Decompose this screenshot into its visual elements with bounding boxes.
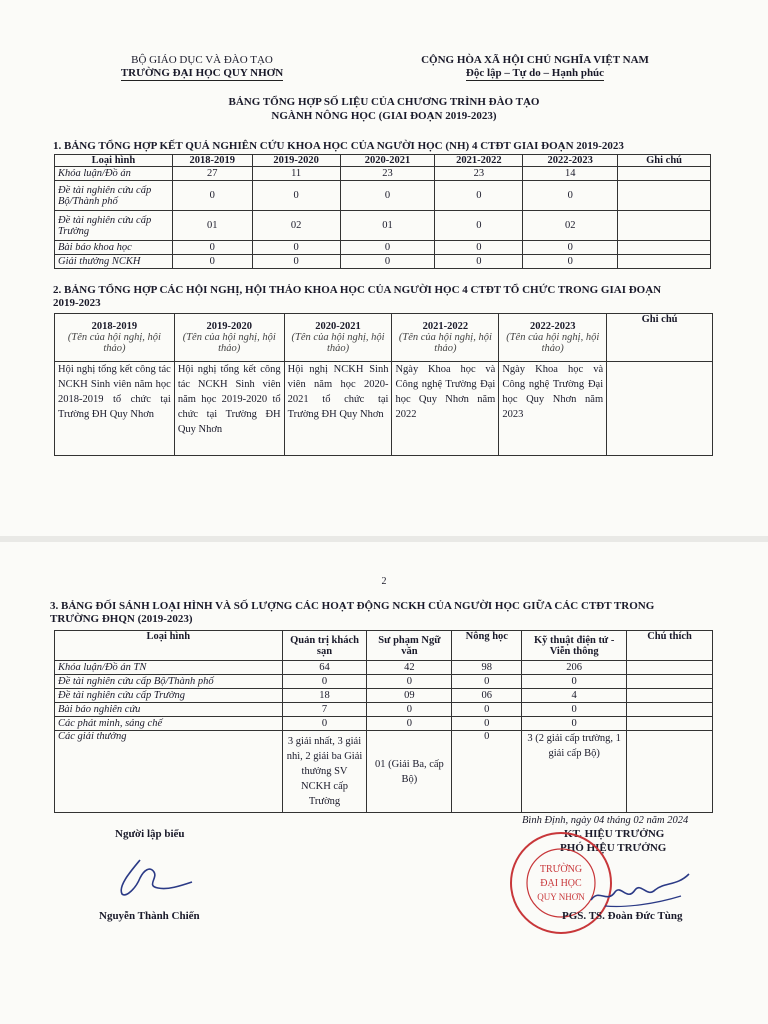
- header-left: [112, 54, 292, 81]
- preparer-title: Người lập biểu: [115, 828, 185, 840]
- col-header: 2022-2023: [523, 155, 618, 167]
- col-header: Sư phạm Ngữ văn: [367, 631, 452, 661]
- table-row: Đề tài nghiên cứu cấp Trường 18 09 06 4: [55, 689, 713, 703]
- col-header: 2019-2020: [252, 155, 340, 167]
- approver-title-2: PHÓ HIỆU TRƯỞNG: [560, 842, 667, 854]
- table-header-row: [55, 155, 711, 167]
- table-row: Khóa luận/Đồ án TN 64 42 98 206: [55, 661, 713, 675]
- col-header: Ghi chú: [607, 314, 713, 362]
- seal-line-1: TRƯỜNG: [539, 864, 583, 875]
- table-row: Giải thưởng NCKH 0 0 0 0 0: [55, 255, 711, 269]
- col-header: Loại hình: [55, 155, 173, 167]
- col-header: Ghi chú: [618, 155, 711, 167]
- section1-title: 1. BẢNG TỔNG HỢP KẾT QUẢ NGHIÊN CỨU KHOA HỌC CỦA NGƯỜI HỌC (NH) 4 CTĐT GIAI ĐOẠN 2019-2023: [53, 140, 624, 152]
- table-row: Bài báo nghiên cứu 7 0 0 0: [55, 703, 713, 717]
- table-row: Đề tài nghiên cứu cấp Bộ/Thành phố 0 0 0 0: [55, 675, 713, 689]
- header-right: [410, 54, 660, 81]
- table-row: Các giải thưởng 3 giải nhất, 3 giải nhì, 2 giải ba Giải thưởng SV NCKH cấp Trường 01 (Giải Ba, cấp Bộ) 0 3 (2 giải cấp trường, 1 giải cấp Bộ): [55, 731, 713, 813]
- document-title-line2: NGÀNH NÔNG HỌC (GIAI ĐOẠN 2019-2023): [271, 110, 497, 122]
- conference-cell: Hội nghị tổng kết công tác NCKH Sinh viên năm học 2018-2019 tổ chức tại Trường ĐH Quy Nhơn: [55, 362, 175, 456]
- page-number: 2: [381, 576, 387, 587]
- col-header: Chú thích: [627, 631, 713, 661]
- conference-cell: Ngày Khoa học và Công nghệ Trường Đại học Quy Nhơn năm 2022: [392, 362, 499, 456]
- col-header: 2021-2022: [422, 321, 469, 332]
- col-header: 2021-2022: [435, 155, 523, 167]
- approver-name: PGS. TS. Đoàn Đức Tùng: [562, 910, 683, 922]
- col-header: 2018-2019: [91, 321, 138, 332]
- republic-name: CỘNG HÒA XÃ HỘI CHỦ NGHĨA VIỆT NAM: [421, 54, 649, 66]
- col-header: Kỹ thuật điện tử - Viễn thông: [522, 631, 627, 661]
- conference-cell: [607, 362, 713, 456]
- preparer-signature-icon: [110, 852, 200, 902]
- signing-date: Bình Định, ngày 04 tháng 02 năm 2024: [522, 815, 689, 826]
- table-row: Khóa luận/Đồ án 27 11 23 23 14: [55, 167, 711, 181]
- document-page-2: [0, 542, 768, 1024]
- document-title-line1: BẢNG TỔNG HỢP SỐ LIỆU CỦA CHƯƠNG TRÌNH ĐÀO TẠO: [228, 96, 540, 108]
- section2-table: [54, 313, 713, 456]
- conference-cell: Ngày Khoa học và Công nghệ Trường Đại học Quy Nhơn năm 2023: [499, 362, 607, 456]
- table-header-row: [55, 631, 713, 661]
- approver-title-1: KT. HIỆU TRƯỞNG: [564, 828, 665, 840]
- conference-cell: Hội nghị NCKH Sinh viên năm học 2020-2021 tổ chức tại Trường ĐH Quy Nhơn: [284, 362, 392, 456]
- table-row: Đề tài nghiên cứu cấp Trường 01 02 01 0 02: [55, 211, 711, 241]
- col-header: 2019-2020: [206, 321, 252, 332]
- table-row: Đề tài nghiên cứu cấp Bộ/Thành phố 0 0 0 0 0: [55, 181, 711, 211]
- seal-line-3: QUY NHƠN: [537, 892, 585, 902]
- col-header: 2022-2023: [529, 321, 576, 332]
- col-header: Quản trị khách sạn: [282, 631, 367, 661]
- col-header: 2020-2021: [340, 155, 435, 167]
- col-header: Loại hình: [55, 631, 283, 661]
- preparer-name: Nguyễn Thành Chiến: [99, 910, 200, 922]
- section3-table: [54, 630, 713, 813]
- col-header: 2018-2019: [172, 155, 252, 167]
- table-row: Các phát minh, sáng chế 0 0 0 0: [55, 717, 713, 731]
- table-row: [55, 362, 713, 456]
- section3-title: 3. BẢNG ĐỐI SÁNH LOẠI HÌNH VÀ SỐ LƯỢNG CÁC HOẠT ĐỘNG NCKH CỦA NGƯỜI HỌC GIỮA CÁC CTĐT TRONG TRƯỜNG ĐHQN (2019-2023): [50, 600, 655, 625]
- motto: Độc lập – Tự do – Hạnh phúc: [465, 67, 605, 79]
- ministry-name: BỘ GIÁO DỤC VÀ ĐÀO TẠO: [131, 54, 273, 66]
- conference-cell: Hội nghị tổng kết công tác NCKH Sinh viên năm học 2019-2020 tổ chức tại Trường ĐH Quy Nhơn: [174, 362, 284, 456]
- section1-table: [54, 154, 711, 269]
- table-row: Bài báo khoa học 0 0 0 0 0: [55, 241, 711, 255]
- table-header-row: 2018-2019 (Tên của hội nghị, hội thảo) 2019-2020 (Tên của hội nghị, hội thảo) 2020-2021 (Tên của hội nghị, hội thảo) 2021-2022 (Tên của hội nghị, hội thảo) 2022-2023 (Tên của hội nghị, hội thảo) Ghi chú: [55, 314, 713, 362]
- col-header: 2020-2021: [315, 321, 361, 332]
- section2-title: 2. BẢNG TỔNG HỢP CÁC HỘI NGHỊ, HỘI THẢO KHOA HỌC CỦA NGƯỜI HỌC 4 CTĐT TỔ CHỨC TRONG GIAI ĐOẠN 2019-2023: [53, 284, 662, 309]
- university-name: TRƯỜNG ĐẠI HỌC QUY NHƠN: [120, 67, 284, 79]
- seal-line-2: ĐẠI HỌC: [540, 878, 582, 889]
- col-header: Nông học: [452, 631, 522, 661]
